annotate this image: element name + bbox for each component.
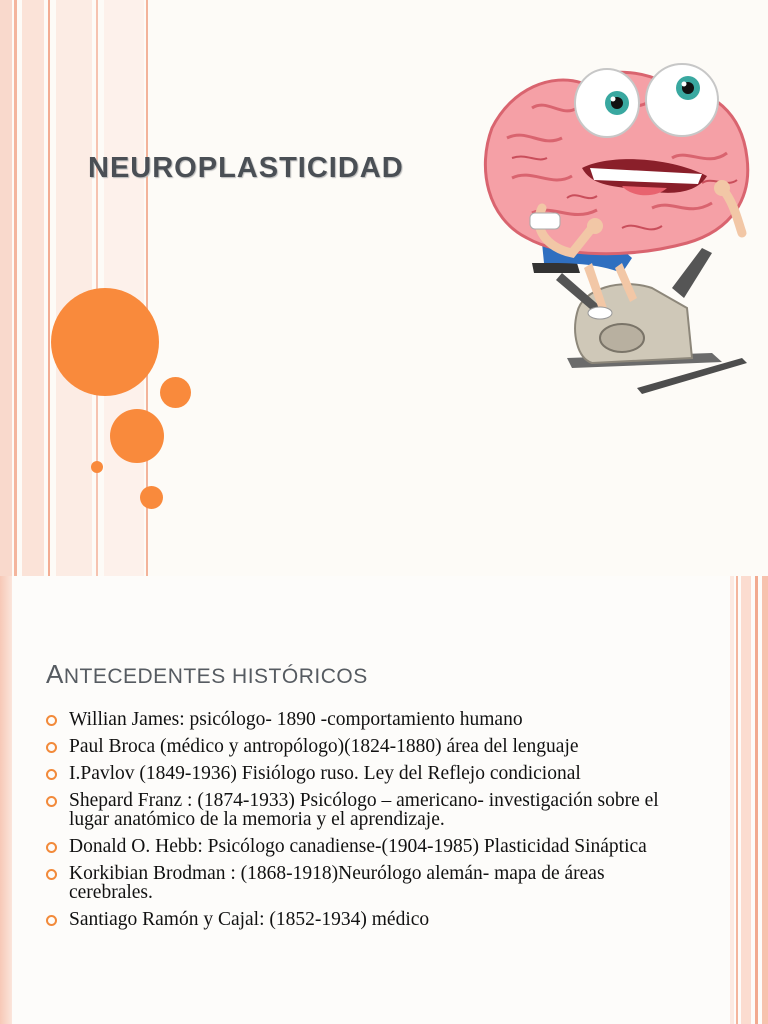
list-item [46, 910, 686, 929]
decorative-circle-large [51, 288, 159, 396]
decorative-circle-tiny [91, 461, 103, 473]
slide-2 [0, 576, 768, 1024]
decorative-circle-medium [110, 409, 164, 463]
list-item-text: I.Pavlov (1849-1936) Fisiólogo ruso. Ley del Reflejo condicional [69, 763, 581, 784]
bullet-icon [46, 769, 57, 780]
slide-title: NEUROPLASTICIDAD [88, 152, 404, 184]
list-item-text: Donald O. Hebb: Psicólogo canadiense-(1904-1985) Plasticidad Sináptica [69, 836, 647, 857]
decorative-circle-small-2 [140, 486, 163, 509]
left-edge-stripe [0, 576, 12, 1024]
list-item [46, 864, 686, 902]
heading-word-2: HISTÓRICOS [232, 665, 368, 688]
slide-heading [46, 659, 368, 690]
decorative-stripes [0, 0, 150, 576]
decorative-circle-small [160, 377, 191, 408]
list-item-text: Korkibian Brodman : (1868-1918)Neurólogo alemán- mapa de áreas cerebrales. [69, 863, 605, 903]
heading-initial: A [46, 659, 64, 689]
bullet-icon [46, 842, 57, 853]
list-item-text: Santiago Ramón y Cajal: (1852-1934) médico [69, 909, 430, 930]
list-item [46, 791, 686, 829]
decorative-stripes-right [728, 576, 768, 1024]
list-item [46, 764, 686, 783]
brain-exercise-icon [472, 58, 762, 408]
bullet-icon [46, 742, 57, 753]
list-item-text: Paul Broca (médico y antropólogo)(1824-1880) área del lenguaje [69, 736, 579, 757]
list-item-text: Willian James: psicólogo- 1890 -comportamiento humano [69, 709, 523, 730]
bullet-icon [46, 796, 57, 807]
bullet-icon [46, 915, 57, 926]
history-list [46, 710, 686, 937]
bullet-icon [46, 715, 57, 726]
bullet-icon [46, 869, 57, 880]
list-item [46, 737, 686, 756]
heading-word-1: NTECEDENTES [63, 665, 233, 688]
list-item-text: Shepard Franz : (1874-1933) Psicólogo – americano- investigación sobre el lugar anatómico de la memoria y el aprendizaje. [69, 790, 659, 830]
list-item [46, 837, 686, 856]
list-item [46, 710, 686, 729]
